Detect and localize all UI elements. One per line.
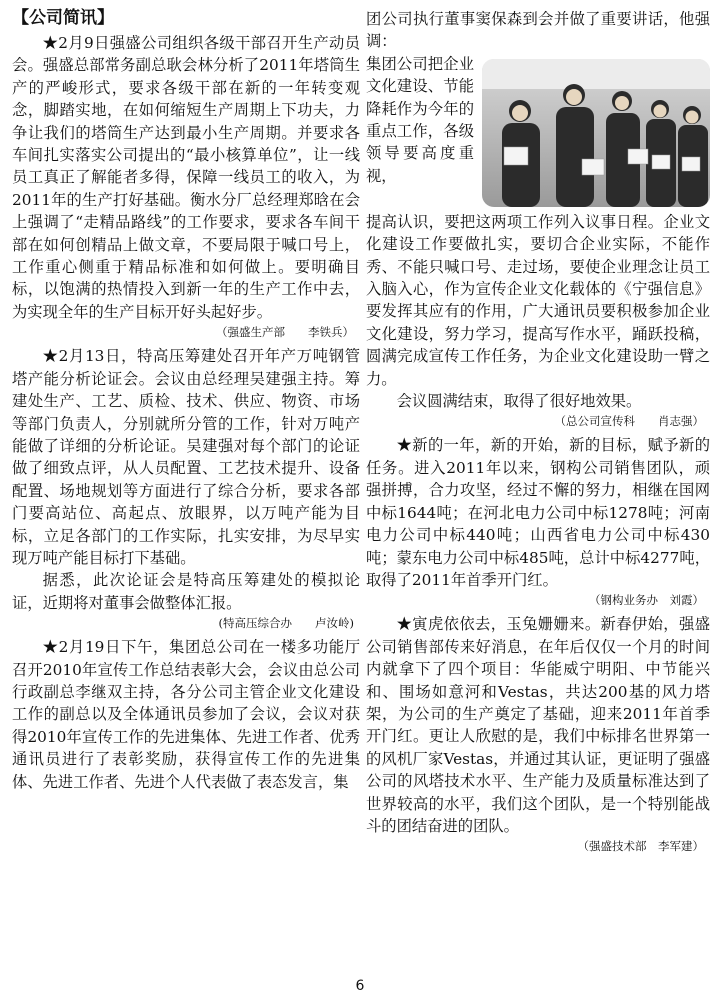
section-title: 【公司简讯】 [12, 8, 114, 28]
photo-image [482, 59, 710, 207]
news-item-3-part2: 团公司执行董事窦保森到会并做了重要讲话，他强调： [366, 10, 710, 51]
news-item-3-part1: ★2月19日下午，集团总公司在一楼多功能厅召开2010年宣传工作总结表彰大会，会议由总公司行政副总李继双主持，各分公司主管企业文化建设工作的副总以及全体通讯员参加了会议，会议对获得2010年宣传工作的先进集体、先进工作者、优秀通讯员进行了表彰奖励，获得宣传工作的先进集体、先进工作者、先进个人代表做了表态发言，集 [12, 638, 360, 791]
news-item-1-signature: （强盛生产部 李铁兵） [216, 325, 354, 340]
news-item-4-signature: （钢构业务办 刘霞） [589, 593, 704, 608]
news-item-2: ★2月13日，特高压筹建处召开年产万吨钢管塔产能分析论证会。会议由总经理吴建强主持。筹建处生产、工艺、质检、技术、供应、物资、市场等部门负责人，分别就所分管的工作，针对万吨产能做了详细的分析论证。吴建强对每个部门的论证做了细致点评，从人员配置、工艺技术提升、设备配置、场地规划等方面进行了综合分析，要求各部门要高站位、高起点、放眼界，以万吨产能为目标，立足各部门的工作实际，扎实安排，为尽早实现万吨产能目标打下基础。 [12, 347, 360, 567]
news-item-3-part4: 提高认识，要把这两项工作列入议事日程。企业文化建设工作要做扎实，要切合企业实际，不能作秀、不能只喊口号、走过场，要使企业理念让员工入脑入心，作为宣传企业文化载体的《宁强信息》要发挥其应有的作用，广大通讯员要积极参加企业文化建设，努力学习，提高写作水平，踊跃投稿，圆满完成宣传工作任务，为企业文化建设助一臂之力。 [366, 212, 710, 388]
news-item-2-signature: (特高压综合办 卢汝岭) [218, 616, 354, 631]
news-item-3-closing: 会议圆满结束，取得了很好地效果。 [396, 392, 642, 411]
news-item-2-note: 据悉，此次论证会是特高压筹建处的模拟论证，近期将对董事会做整体汇报。 [12, 571, 360, 612]
page-number: 6 [355, 978, 365, 994]
news-item-3-part3: 集团公司把企业文化建设、节能降耗作为今年的重点工作，各级领导要高度重视， [366, 54, 474, 185]
news-item-5: ★寅虎依依去，玉兔姗姗来。新春伊始，强盛公司销售部传来好消息，在年后仅仅一个月的时间内就拿下了四个项目：华能威宁明阳、中节能兴和、围场如意河和Vestas，共达200基的风力塔架，为公司的生产奠定了基础，迎来2011年首季开门红。更让人欣慰的是，我们中标排名世界第一的风机厂家Vestas，并通过其认证，更证明了强盛公司的风塔技术水平、生产能力及质量标准达到了世界较高的水平，我们这个团队，是一个特别能战斗的团结奋进的团队。 [366, 615, 710, 835]
left-column [12, 0, 360, 793]
award-ceremony-photo [482, 59, 710, 207]
news-item-3-signature: （总公司宣传科 肖志强） [554, 414, 704, 429]
news-item-1: ★2月9日强盛公司组织各级干部召开生产动员会。强盛总部常务副总耿会林分析了2011年塔筒生产的严峻形式，要求各级干部在新的一年转变观念，脚踏实地，在如何缩短生产周期上下功夫，力争让我们的塔筒生产达到最小生产周期。并要求各车间扎实落实公司提出的“最小核算单位”，让一线员工真正了解能者多得，保障一线员工的收入，为2011年的生产打好基础。衡水分厂总经理郑晗在会上强调了“走精品路线”的工作要求，要求各车间干部在如何创精品上做文章，不要局限于喊口号上，工作重心侧重于精品标准和如何做上。要明确目标，以饱满的热情投入到新一年的生产工作中去，为实现全年的生产目标开好头起好步。 [12, 34, 360, 321]
right-column [366, 0, 710, 859]
news-item-4: ★新的一年，新的开始，新的目标，赋予新的任务。进入2011年以来，钢构公司销售团队，顽强拼搏，合力攻坚，经过不懈的努力，相继在国网中标1644吨；在河北电力公司中标1278吨；河南电力公司中标440吨；山西省电力公司中标430吨；蒙东电力公司中标485吨，总计中标4277吨，取得了2011年首季开门红。 [366, 436, 710, 589]
news-item-5-signature: （强盛技术部 李军建） [577, 839, 704, 854]
